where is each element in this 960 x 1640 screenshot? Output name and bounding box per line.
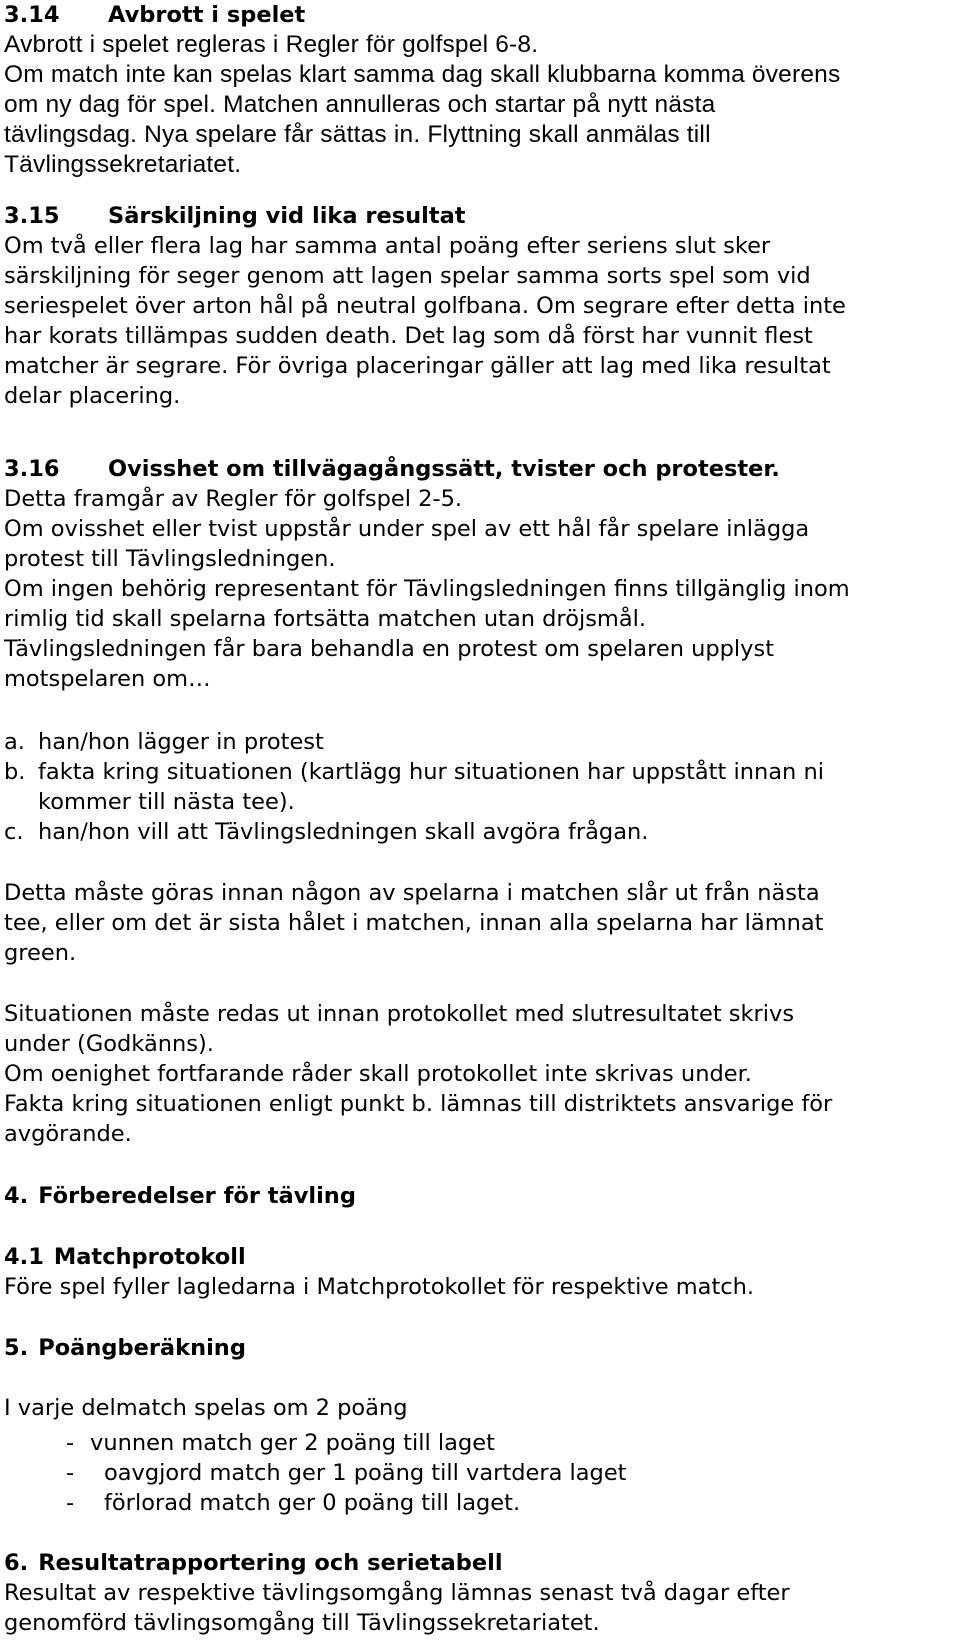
paragraph-line: rimlig tid skall spelarna fortsätta matchen utan dröjsmål. xyxy=(4,606,647,632)
paragraph-line: Resultat av respektive tävlingsomgång lämnas senast två dagar efter xyxy=(4,1580,790,1606)
section-title: Avbrott i spelet xyxy=(108,2,306,28)
paragraph-line: Avbrott i spelet regleras i Regler för golfspel 6-8. xyxy=(4,31,539,58)
list-item xyxy=(4,1488,956,1518)
paragraph-line: I varje delmatch spelas om 2 poäng xyxy=(4,1395,408,1421)
section-heading xyxy=(4,1181,956,1211)
paragraph-line: Situationen måste redas ut innan protokollet med slutresultatet skrivs xyxy=(4,1001,795,1027)
paragraph-line: Tävlingsledningen får bara behandla en protest om spelaren upplyst xyxy=(4,636,775,662)
paragraph-line: Om två eller flera lag har samma antal poäng efter seriens slut sker xyxy=(4,233,771,259)
list-item xyxy=(4,757,956,817)
paragraph-line: tee, eller om det är sista hålet i matchen, innan alla spelarna har lämnat xyxy=(4,910,824,936)
section-number: 3.14 xyxy=(4,2,60,28)
section-number: 3.16 xyxy=(4,456,60,482)
list-item xyxy=(4,1458,956,1488)
points-intro xyxy=(4,1393,956,1423)
paragraph-line: om ny dag för spel. Matchen annulleras och startar på nytt nästa xyxy=(4,91,716,118)
paragraph-line: delar placering. xyxy=(4,383,181,409)
list-item-text: förlorad match ger 0 poäng till laget. xyxy=(104,1490,521,1516)
paragraph-line: Fakta kring situationen enligt punkt b. lämnas till distriktets ansvarige för xyxy=(4,1091,833,1117)
protest-conditions-list xyxy=(4,727,956,847)
section-title: Resultatrapportering och serietabell xyxy=(38,1550,503,1576)
list-item-text: han/hon lägger in protest xyxy=(38,729,324,755)
paragraph-line: Om ingen behörig representant för Tävlingsledningen finns tillgänglig inom xyxy=(4,576,850,602)
list-item-text: vunnen match ger 2 poäng till laget xyxy=(90,1430,495,1456)
section-5 xyxy=(4,1333,956,1363)
section-heading xyxy=(4,1242,956,1272)
section-4 xyxy=(4,1181,956,1211)
paragraph-line: avgörande. xyxy=(4,1121,132,1147)
section-6 xyxy=(4,1548,956,1638)
list-item-text: kommer till nästa tee). xyxy=(38,789,295,815)
section-heading xyxy=(4,454,956,484)
paragraph-line: motspelaren om… xyxy=(4,666,211,692)
list-item xyxy=(4,1428,956,1458)
list-marker: - xyxy=(66,1460,75,1486)
section-number: 4.1 xyxy=(4,1244,44,1270)
section-heading xyxy=(4,201,956,231)
section-number: 3.15 xyxy=(4,203,60,229)
section-title: Matchprotokoll xyxy=(53,1244,246,1270)
paragraph-line: Tävlingssekretariatet. xyxy=(4,151,242,178)
section-title: Poängberäkning xyxy=(38,1335,246,1361)
section-title: Särskiljning vid lika resultat xyxy=(108,203,466,229)
paragraph-line: green. xyxy=(4,940,77,966)
section-3-15 xyxy=(4,201,956,411)
points-list xyxy=(4,1428,956,1518)
section-title: Förberedelser för tävling xyxy=(38,1183,356,1209)
paragraph-line: Om match inte kan spelas klart samma dag skall klubbarna komma överens xyxy=(4,61,841,88)
section-title: Ovisshet om tillvägagångssätt, tvister och protester. xyxy=(108,456,780,482)
list-item-text: fakta kring situationen (kartlägg hur situationen har uppstått innan ni xyxy=(38,759,824,785)
paragraph-line: genomförd tävlingsomgång till Tävlingssekretariatet. xyxy=(4,1610,600,1636)
section-heading xyxy=(4,1548,956,1578)
paragraph-line: protest till Tävlingsledningen. xyxy=(4,546,336,572)
paragraph-line: Detta måste göras innan någon av spelarna i matchen slår ut från nästa xyxy=(4,880,820,906)
section-4-1 xyxy=(4,1242,956,1302)
list-item xyxy=(4,727,956,757)
section-number: 6. xyxy=(4,1550,29,1576)
paragraph xyxy=(4,878,956,968)
section-3-16 xyxy=(4,454,956,694)
paragraph-line: seriespelet över arton hål på neutral golfbana. Om segrare efter detta inte xyxy=(4,293,846,319)
list-item-text: oavgjord match ger 1 poäng till vartdera laget xyxy=(104,1460,627,1486)
list-item xyxy=(4,817,956,847)
section-3-14 xyxy=(4,0,956,180)
paragraph-line: Om ovisshet eller tvist uppstår under spel av ett hål får spelare inlägga xyxy=(4,516,810,542)
list-item-text: han/hon vill att Tävlingsledningen skall avgöra frågan. xyxy=(38,819,649,845)
list-marker: - xyxy=(66,1430,75,1456)
list-marker: - xyxy=(66,1490,75,1516)
paragraph-line: Före spel fyller lagledarna i Matchprotokollet för respektive match. xyxy=(4,1274,755,1300)
list-marker: c. xyxy=(4,819,24,845)
paragraph-line: Detta framgår av Regler för golfspel 2-5. xyxy=(4,486,463,512)
list-marker: a. xyxy=(4,729,25,755)
section-number: 5. xyxy=(4,1335,29,1361)
paragraph-line: Om oenighet fortfarande råder skall protokollet inte skrivas under. xyxy=(4,1061,752,1087)
section-heading xyxy=(4,1333,956,1363)
paragraph-line: har korats tillämpas sudden death. Det lag som då först har vunnit flest xyxy=(4,323,813,349)
paragraph-line: matcher är segrare. För övriga placeringar gäller att lag med lika resultat xyxy=(4,353,831,379)
paragraph-line: under (Godkänns). xyxy=(4,1031,214,1057)
paragraph-line: tävlingsdag. Nya spelare får sättas in. Flyttning skall anmälas till xyxy=(4,121,711,148)
section-number: 4. xyxy=(4,1183,29,1209)
paragraph-line: särskiljning för seger genom att lagen spelar samma sorts spel som vid xyxy=(4,263,811,289)
paragraph xyxy=(4,999,956,1149)
list-marker: b. xyxy=(4,759,26,785)
section-heading xyxy=(4,0,956,30)
